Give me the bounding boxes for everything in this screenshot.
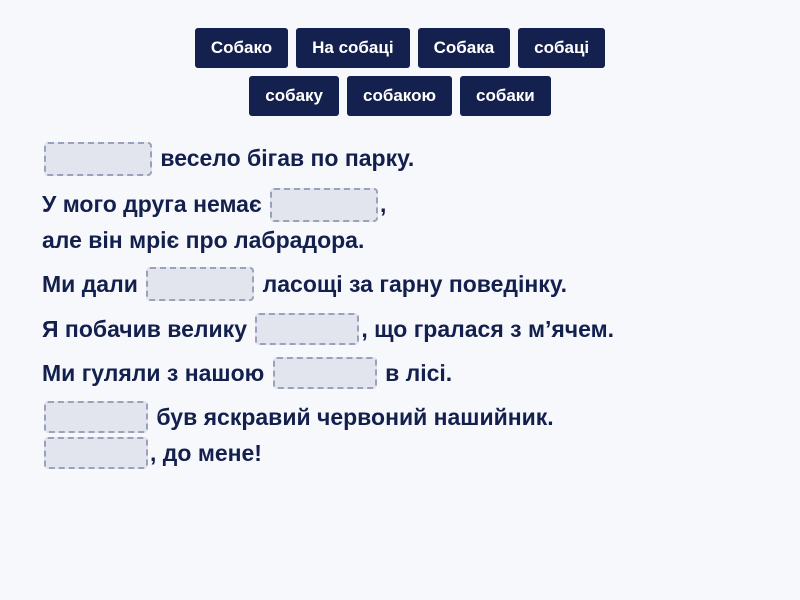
- answer-blank[interactable]: [273, 357, 377, 389]
- sentence-row: [42, 437, 776, 469]
- word-chip[interactable]: Собако: [195, 28, 288, 68]
- word-bank-row-2: [249, 76, 551, 116]
- answer-blank[interactable]: [146, 267, 254, 301]
- sentence-text: в лісі.: [378, 359, 453, 386]
- sentence-text: Ми дали: [42, 270, 145, 297]
- sentence-row: [42, 188, 776, 222]
- sentence-row: [42, 226, 776, 255]
- sentence-list: [0, 142, 800, 469]
- sentence-text: , що гралася з м’ячем.: [361, 315, 615, 342]
- word-chip[interactable]: собаку: [249, 76, 339, 116]
- word-chip[interactable]: собакою: [347, 76, 452, 116]
- sentence-text: весело бігав по парку.: [154, 145, 415, 172]
- word-chip[interactable]: Собака: [418, 28, 511, 68]
- word-bank: [0, 0, 800, 116]
- sentence-row: [42, 142, 776, 176]
- sentence-text: ,: [380, 191, 387, 218]
- word-chip[interactable]: собаки: [460, 76, 551, 116]
- answer-blank[interactable]: [44, 437, 148, 469]
- word-chip[interactable]: На собаці: [296, 28, 409, 68]
- sentence-row: [42, 401, 776, 433]
- sentence-text: У мого друга немає: [42, 191, 269, 218]
- answer-blank[interactable]: [270, 188, 378, 222]
- sentence-row: [42, 267, 776, 301]
- sentence-text: ласощі за гарну поведінку.: [256, 270, 567, 297]
- sentence-row: [42, 313, 776, 345]
- sentence-row: [42, 357, 776, 389]
- sentence-text: був яскравий червоний нашийник.: [150, 403, 554, 430]
- sentence-text: Я побачив велику: [42, 315, 254, 342]
- word-bank-row-1: [195, 28, 605, 68]
- answer-blank[interactable]: [44, 142, 152, 176]
- sentence-text: , до мене!: [150, 439, 262, 466]
- sentence-text: але він мріє про лабрадора.: [42, 227, 365, 253]
- sentence-text: Ми гуляли з нашою: [42, 359, 271, 386]
- word-chip[interactable]: собаці: [518, 28, 605, 68]
- answer-blank[interactable]: [255, 313, 359, 345]
- answer-blank[interactable]: [44, 401, 148, 433]
